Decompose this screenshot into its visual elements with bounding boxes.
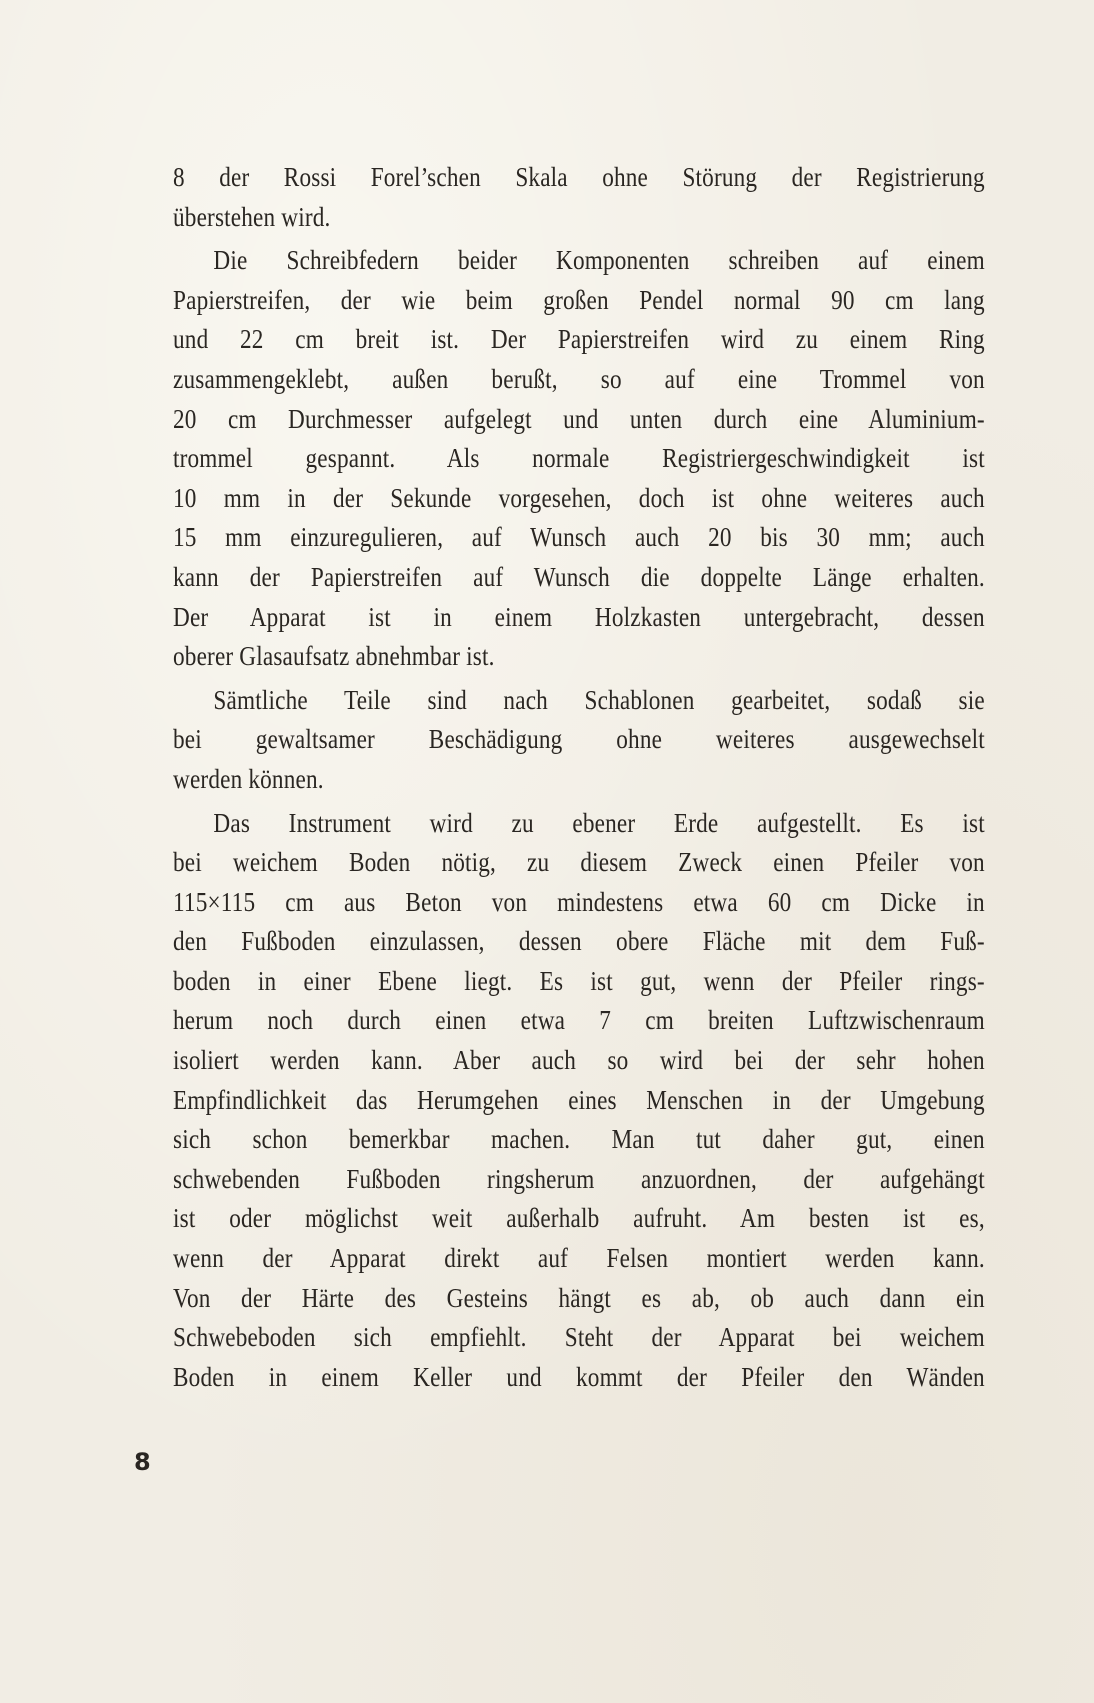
text-line: schwebenden Fußboden ringsherum anzuordnen, der aufgehängt — [173, 1163, 985, 1194]
text-line: Sämtliche Teile sind nach Schablonen gearbeitet, sodaß sie — [213, 684, 985, 715]
text-line: Empfindlichkeit das Herumgehen eines Menschen in der Umgebung — [173, 1084, 985, 1115]
text-line: den Fußboden einzulassen, dessen obere Fläche mit dem Fuß- — [173, 926, 985, 957]
text-line: Papierstreifen, der wie beim großen Pendel normal 90 cm lang — [173, 284, 985, 315]
page-number: 8 — [134, 1448, 151, 1476]
text-line: zusammengeklebt, außen berußt, so auf eine Trommel von — [173, 363, 985, 394]
text-line: wenn der Apparat direkt auf Felsen montiert werden kann. — [173, 1243, 985, 1274]
text-line: bei weichem Boden nötig, zu diesem Zweck einen Pfeiler von — [173, 847, 985, 878]
text-line: boden in einer Ebene liegt. Es ist gut, wenn der Pfeiler rings- — [173, 965, 985, 996]
text-line: 10 mm in der Sekunde vorgesehen, doch ist ohne weiteres auch — [173, 482, 985, 513]
text-line: überstehen wird. — [173, 201, 331, 232]
text-line: Von der Härte des Gesteins hängt es ab, ob auch dann ein — [173, 1282, 985, 1313]
text-line: 20 cm Durchmesser aufgelegt und unten durch eine Aluminium- — [173, 403, 985, 434]
text-line: herum noch durch einen etwa 7 cm breiten Luftzwischenraum — [173, 1005, 985, 1036]
text-line: Boden in einem Keller und kommt der Pfeiler den Wänden — [173, 1361, 985, 1392]
text-line: isoliert werden kann. Aber auch so wird bei der sehr hohen — [173, 1045, 985, 1076]
paragraph — [173, 241, 985, 677]
text-line: bei gewaltsamer Beschädigung ohne weiteres ausgewechselt — [173, 724, 985, 755]
paragraph — [173, 681, 985, 800]
text-line: Schwebeboden sich empfiehlt. Steht der Apparat bei weichem — [173, 1322, 985, 1353]
text-line: 15 mm einzuregulieren, auf Wunsch auch 20 bis 30 mm; auch — [173, 522, 985, 553]
text-line: trommel gespannt. Als normale Registriergeschwindigkeit ist — [173, 443, 985, 474]
text-line: und 22 cm breit ist. Der Papierstreifen wird zu einem Ring — [173, 324, 985, 355]
text-line: Der Apparat ist in einem Holzkasten untergebracht, dessen — [173, 601, 985, 632]
text-line: 115×115 cm aus Beton von mindestens etwa 60 cm Dicke in — [173, 886, 985, 917]
text-line: 8 der Rossi Forel’schen Skala ohne Störung der Registrierung — [173, 162, 985, 192]
text-line: sich schon bemerkbar machen. Man tut daher gut, einen — [173, 1124, 985, 1155]
text-line: Die Schreibfedern beider Komponenten schreiben auf einem — [213, 245, 985, 276]
paragraph — [173, 804, 985, 1398]
text-line: ist oder möglichst weit außerhalb aufruht. Am besten ist es, — [173, 1203, 985, 1234]
body-text — [173, 158, 985, 1397]
text-line: Das Instrument wird zu ebener Erde aufgestellt. Es ist — [213, 807, 985, 838]
text-line: kann der Papierstreifen auf Wunsch die doppelte Länge erhalten. — [173, 561, 985, 592]
text-line: oberer Glasaufsatz abnehmbar ist. — [173, 641, 495, 672]
text-line: werden können. — [173, 763, 324, 794]
paragraph — [173, 158, 985, 237]
